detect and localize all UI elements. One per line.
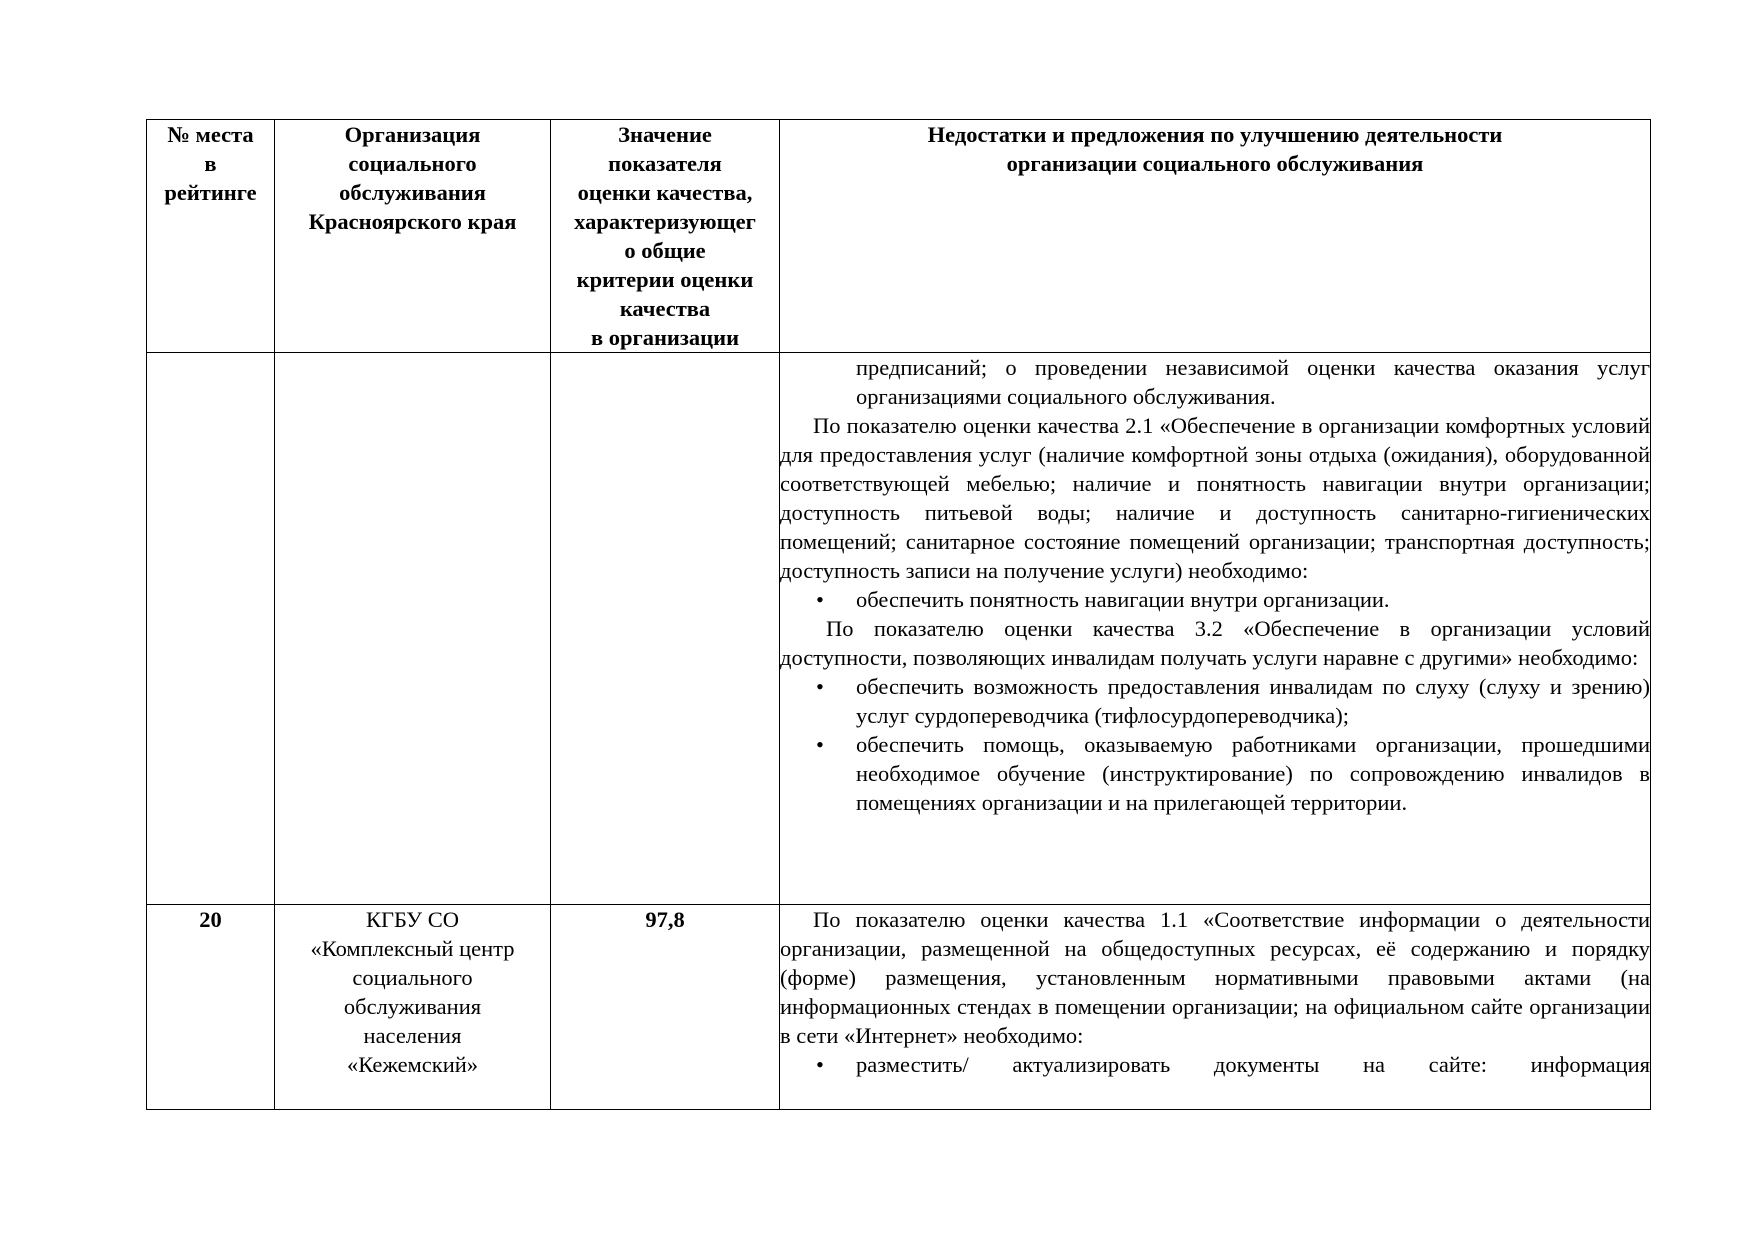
rank-cell: 20 (147, 905, 275, 1110)
header-rank-line: рейтинге (164, 180, 257, 205)
header-score-line: критерии оценки (576, 267, 754, 292)
list-item (780, 730, 1650, 817)
organization-line: обслуживания (343, 994, 482, 1019)
bullet-icon: • (816, 732, 824, 757)
header-score-line: качества (619, 296, 711, 321)
notes-paragraph: По показателю оценки качества 1.1 «Соответствие информации о деятельности организации, размещенной на общедоступных ресурсах, её содержанию и порядку (форме) размещения, установленным нормативными правовыми актами (на информационных стендах в помещении организации; на официальном сайте организации в сети «Интернет» необходимо: (780, 907, 1650, 1048)
notes-paragraph: По показателю оценки качества 2.1 «Обеспечение в организации комфортных условий для предоставления услуг (наличие комфортной зоны отдыха (ожидания), оборудованной соответствующей мебелью; наличие и понятность навигации внутри организации; доступность питьевой воды; наличие и доступность санитарно-гигиенических помещений; санитарное состояние помещений организации; транспортная доступность; доступность записи на получение услуги) необходимо: (780, 413, 1650, 583)
table-row (147, 905, 1651, 1110)
bullet-icon: • (816, 587, 824, 612)
list-item-text: обеспечить помощь, оказываемую работниками организации, прошедшими необходимое обучение (инструктирование) по сопровождению инвалидов в помещениях организации и на прилегающей территории. (856, 732, 1650, 815)
list-item (780, 672, 1650, 730)
notes-continued-text: предписаний; о проведении независимой оценки качества оказания услуг организациями социального обслуживания. (856, 355, 1650, 409)
header-score-line: характеризующег (574, 209, 756, 234)
header-score-line: о общие (624, 238, 706, 263)
organization-line: «Комплексный центр (310, 936, 515, 961)
header-rank-line: в (204, 151, 217, 176)
header-notes (780, 120, 1651, 353)
header-score-line: оценки качества, (577, 180, 753, 205)
header-rank-line: № места (167, 122, 254, 147)
bullet-icon: • (816, 1052, 824, 1077)
header-organization-line: Организация (344, 122, 481, 147)
header-rank (147, 120, 275, 353)
notes-cell (780, 353, 1651, 905)
header-notes-line: организации социального обслуживания (1006, 151, 1424, 176)
list-item-text: разместить/ актуализировать документы на сайте: информация (856, 1052, 1650, 1077)
score-cell (551, 353, 780, 905)
notes-bullet-list (780, 585, 1650, 614)
header-score (551, 120, 780, 353)
organization-line: КГБУ СО (366, 907, 459, 932)
header-notes-line: Недостатки и предложения по улучшению деятельности (927, 122, 1503, 147)
organization-line: «Кежемский» (346, 1052, 479, 1077)
rank-cell (147, 353, 275, 905)
header-organization-line: социального (348, 151, 477, 176)
list-item (780, 585, 1650, 614)
bullet-icon: • (816, 674, 824, 699)
list-item (780, 1050, 1650, 1079)
notes-bullet-list (780, 1050, 1650, 1079)
rating-table (146, 119, 1651, 1110)
notes-paragraph: По показателю оценки качества 3.2 «Обеспечение в организации условий доступности, позволяющих инвалидам получать услуги наравне с другими» необходимо: (780, 616, 1650, 670)
organization-cell (275, 905, 551, 1110)
notes-cell (780, 905, 1651, 1110)
list-item-text: обеспечить возможность предоставления инвалидам по слуху (слуху и зрению) услуг сурдопереводчика (тифлосурдопереводчика); (856, 674, 1650, 728)
header-organization-line: Красноярского края (308, 209, 517, 234)
header-score-line: Значение (618, 122, 712, 147)
notes-bullet-list (780, 672, 1650, 817)
score-cell: 97,8 (551, 905, 780, 1110)
organization-line: населения (363, 1023, 462, 1048)
header-organization-line: обслуживания (339, 180, 486, 205)
organization-line: социального (352, 965, 473, 990)
table-header-row (147, 120, 1651, 353)
table-row (147, 353, 1651, 905)
header-score-line: в организации (590, 325, 740, 350)
organization-cell (275, 353, 551, 905)
header-organization (275, 120, 551, 353)
list-item-text: обеспечить понятность навигации внутри организации. (856, 587, 1390, 612)
header-score-line: показателя (608, 151, 722, 176)
